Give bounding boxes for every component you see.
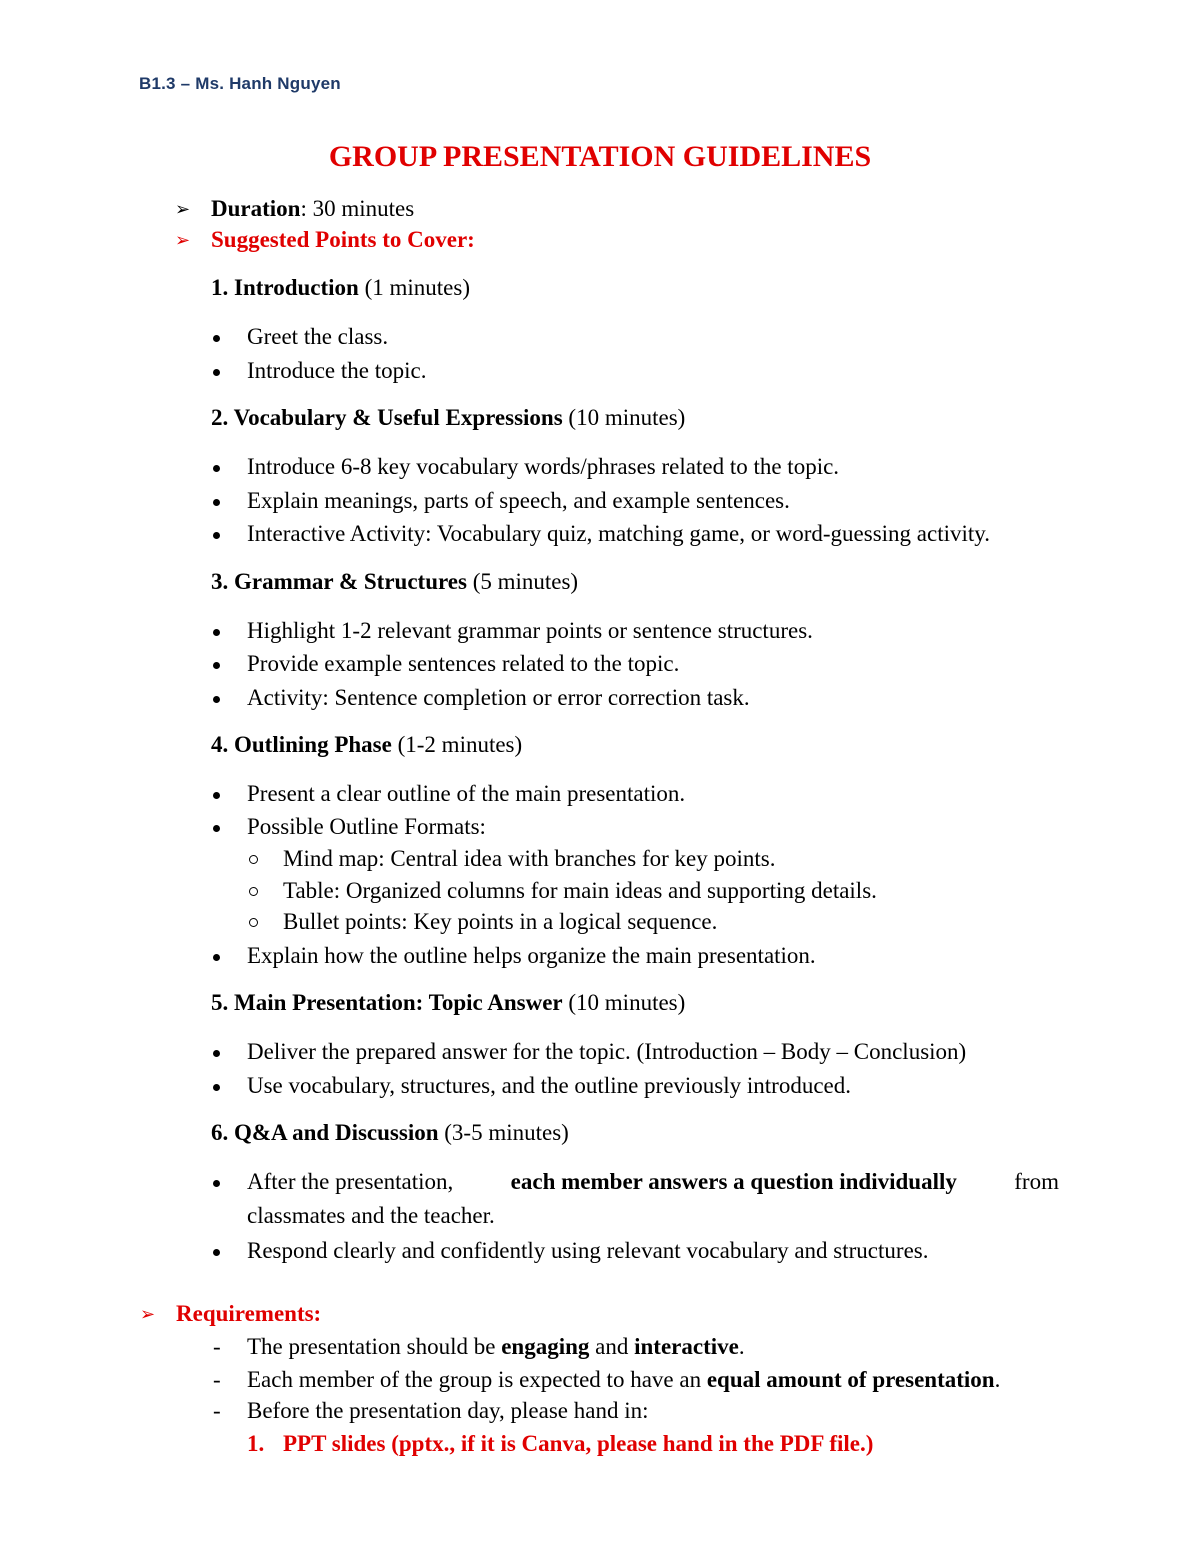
section-heading: 6. Q&A and Discussion (3-5 minutes) [211, 1120, 569, 1145]
section-heading: 3. Grammar & Structures (5 minutes) [211, 569, 579, 594]
bullet-icon [213, 499, 220, 506]
duration-line [211, 194, 414, 224]
section-heading: 5. Main Presentation: Topic Answer (10 minutes) [211, 990, 686, 1015]
numbered-item-text: PPT slides (pptx., if it is Canva, please hand in the PDF file.) [283, 1431, 874, 1456]
bullet-icon [213, 1180, 220, 1187]
bullet-icon [213, 662, 220, 669]
list-item: Explain meanings, parts of speech, and example sentences. [247, 488, 790, 513]
bullet-icon [213, 1050, 220, 1057]
bullet-icon [213, 825, 220, 832]
page-title: GROUP PRESENTATION GUIDELINES [328, 140, 872, 173]
section-heading: 4. Outlining Phase (1-2 minutes) [211, 732, 523, 757]
bullet-icon [213, 532, 220, 539]
list-item: Before the presentation day, please hand in: [247, 1398, 649, 1423]
bullet-icon [213, 335, 220, 342]
list-item: Interactive Activity: Vocabulary quiz, matching game, or word-guessing activity. [247, 521, 991, 546]
dash-bullet: - [213, 1334, 221, 1359]
list-item: Explain how the outline helps organize the main presentation. [247, 943, 816, 968]
arrow-bullet-icon: ➢ [140, 1304, 156, 1325]
list-item-continuation: classmates and the teacher. [247, 1203, 495, 1228]
bullet-icon [213, 954, 220, 961]
list-item: Introduce the topic. [247, 358, 427, 383]
list-item: Each member of the group is expected to have an equal amount of presentation. [247, 1367, 1001, 1392]
bullet-icon [213, 1249, 220, 1256]
section-heading: 1. Introduction (1 minutes) [211, 275, 470, 300]
bullet-icon [213, 696, 220, 703]
list-item: Introduce 6-8 key vocabulary words/phrases related to the topic. [247, 454, 840, 479]
arrow-bullet-icon: ➢ [175, 230, 191, 251]
list-item: Present a clear outline of the main presentation. [247, 781, 686, 806]
requirements-heading: Requirements: [176, 1301, 322, 1326]
dash-bullet: - [213, 1398, 221, 1423]
circle-bullet-icon [249, 855, 258, 864]
list-item: Respond clearly and confidently using relevant vocabulary and structures. [247, 1238, 929, 1263]
list-item: Highlight 1-2 relevant grammar points or sentence structures. [247, 618, 813, 643]
bullet-icon [213, 629, 220, 636]
bullet-icon [213, 792, 220, 799]
header-label: B1.3 – Ms. Hanh Nguyen [139, 74, 341, 93]
list-item: Possible Outline Formats: [247, 814, 486, 839]
sub-list-item: Bullet points: Key points in a logical sequence. [283, 909, 718, 934]
sub-list-item: Table: Organized columns for main ideas and supporting details. [283, 878, 877, 903]
list-item: The presentation should be engaging and interactive. [247, 1334, 745, 1359]
list-item: Deliver the prepared answer for the topic. (Introduction – Body – Conclusion) [247, 1039, 967, 1064]
bullet-icon [213, 465, 220, 472]
duration-label: Duration [211, 196, 301, 221]
numbered-item-number: 1. [247, 1431, 265, 1456]
duration-value: : 30 minutes [300, 196, 415, 221]
list-item: Use vocabulary, structures, and the outline previously introduced. [247, 1073, 852, 1098]
list-item: Activity: Sentence completion or error correction task. [247, 685, 750, 710]
suggested-heading: Suggested Points to Cover: [211, 227, 475, 252]
sub-list-item: Mind map: Central idea with branches for key points. [283, 846, 776, 871]
bullet-icon [213, 369, 220, 376]
circle-bullet-icon [249, 918, 258, 927]
list-item: Greet the class. [247, 324, 389, 349]
list-item: Provide example sentences related to the topic. [247, 651, 680, 676]
circle-bullet-icon [249, 887, 258, 896]
section-heading: 2. Vocabulary & Useful Expressions (10 minutes) [211, 405, 686, 430]
bullet-icon [213, 1084, 220, 1091]
list-item: After the presentation, each member answers a question individually from [247, 1169, 1059, 1194]
arrow-bullet-icon: ➢ [175, 199, 191, 220]
dash-bullet: - [213, 1367, 221, 1392]
